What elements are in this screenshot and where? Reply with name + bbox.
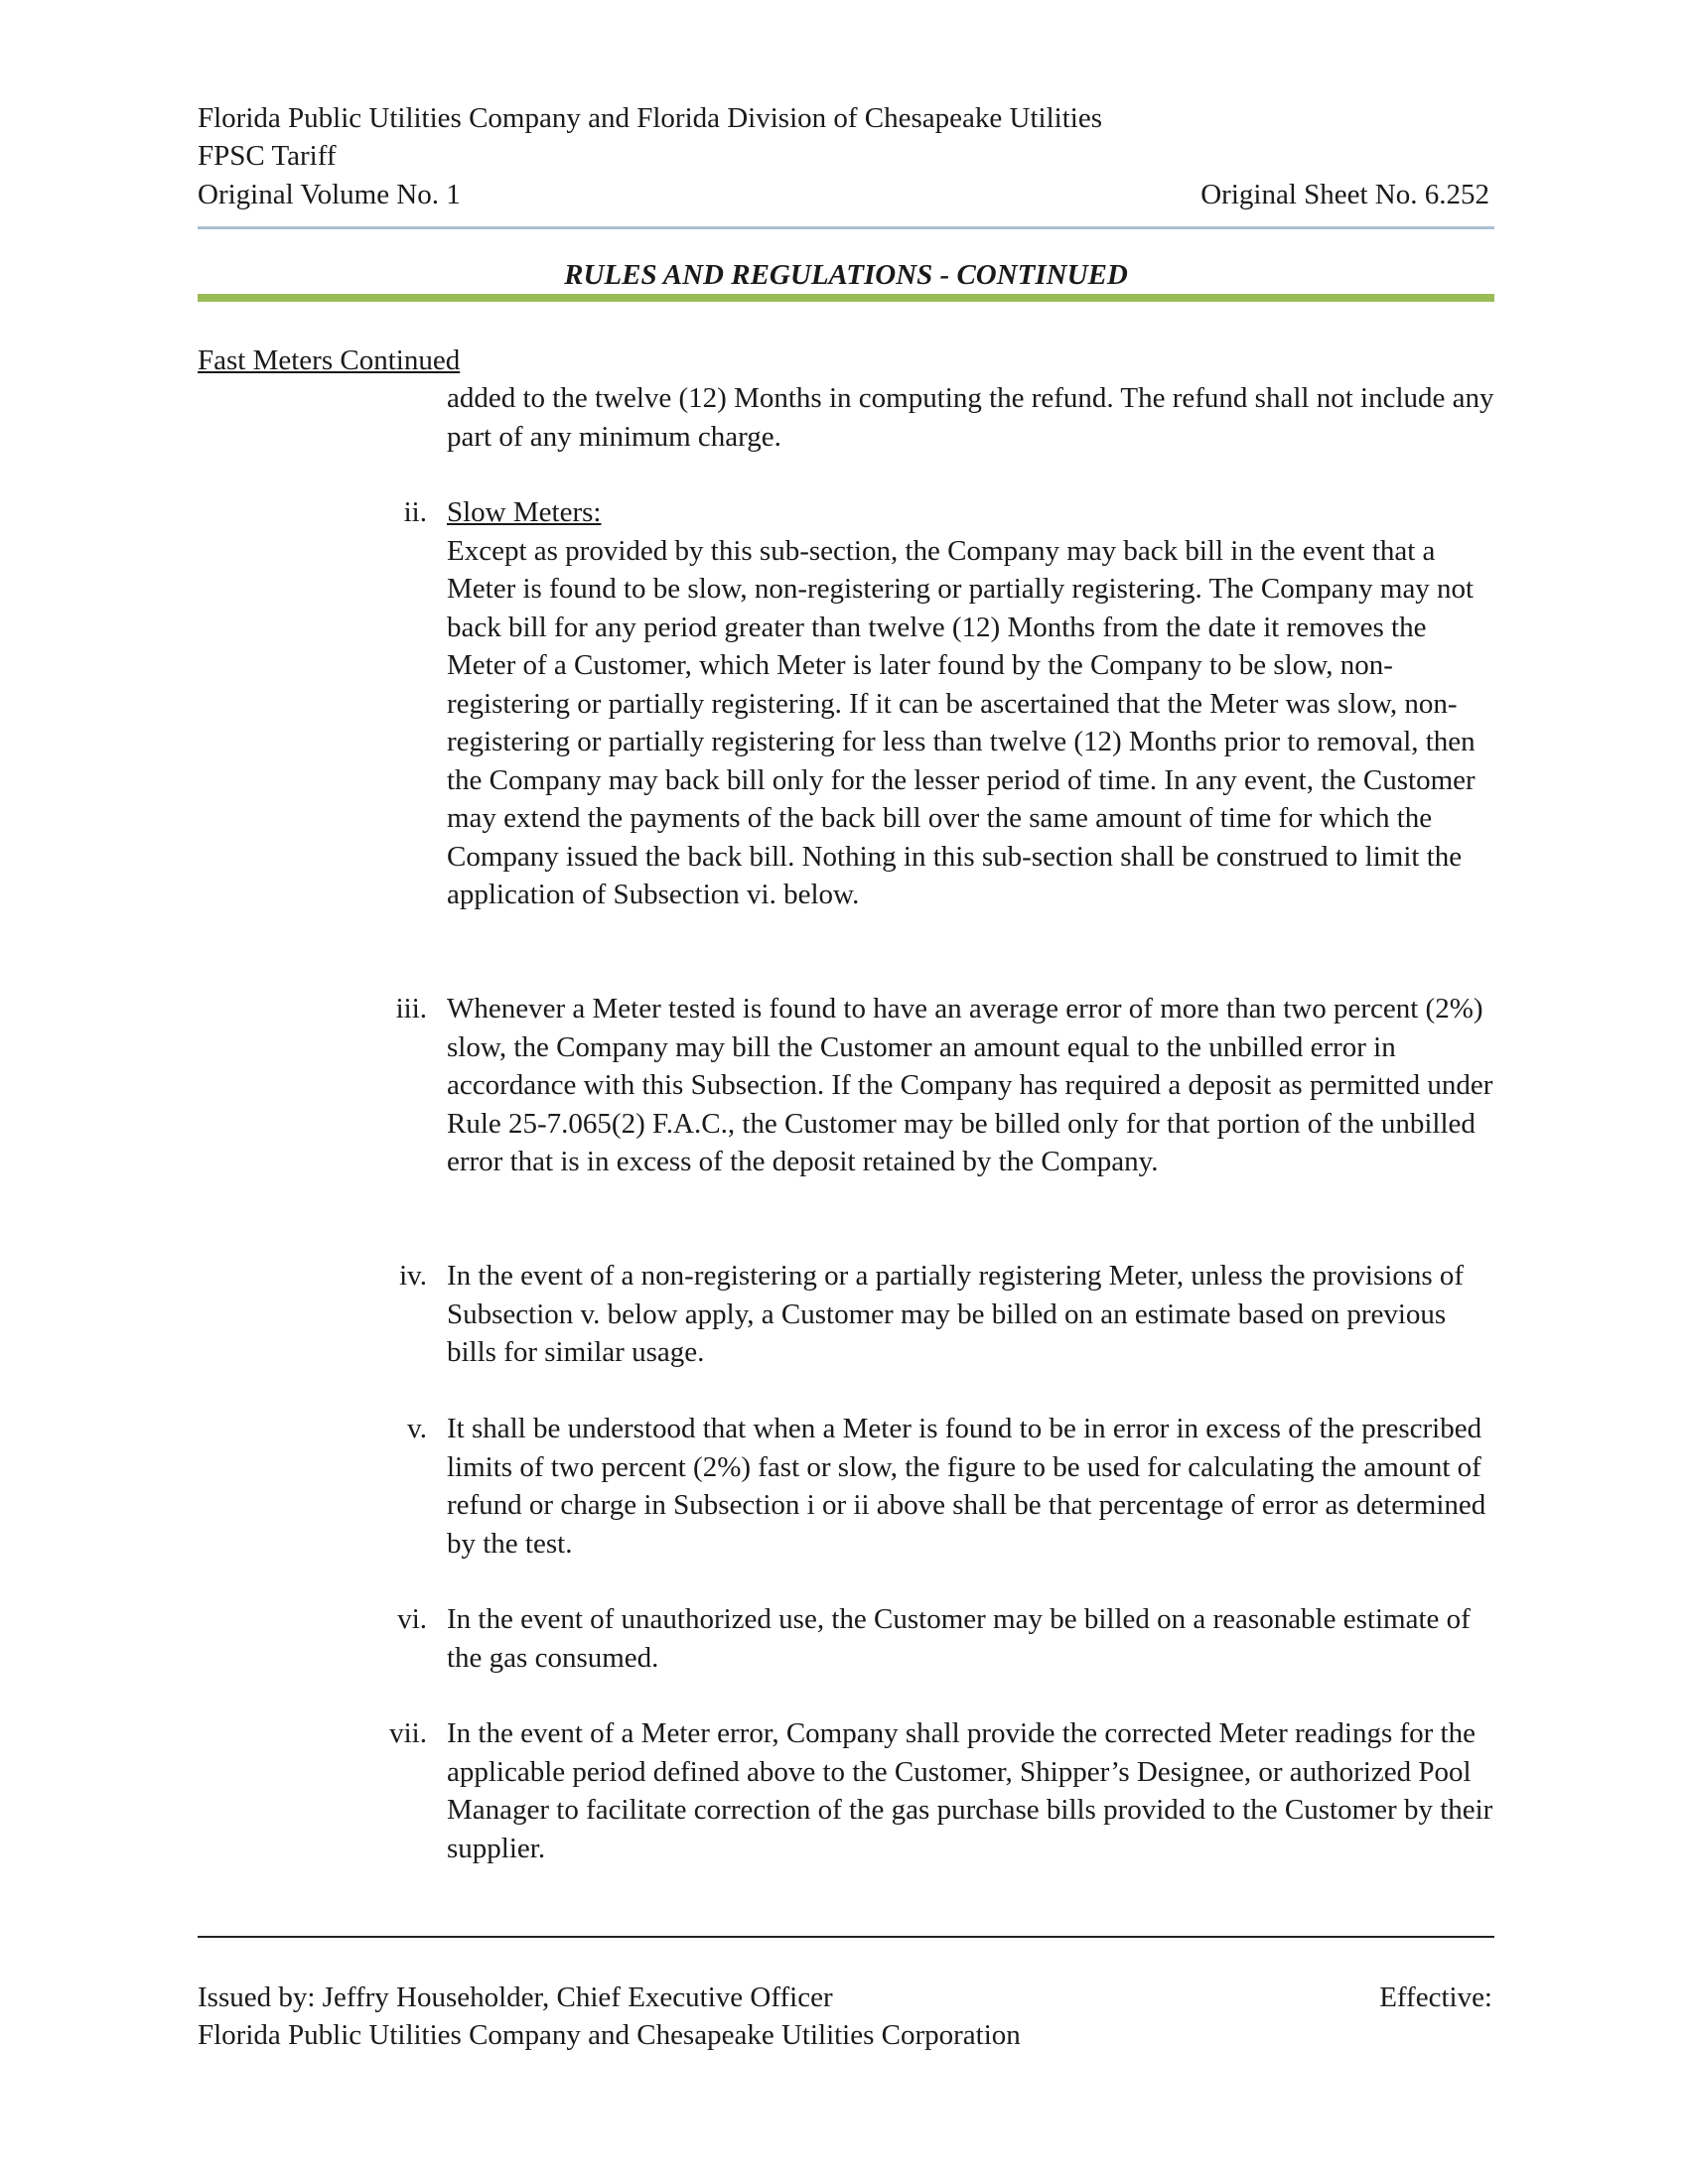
- footer-companies: Florida Public Utilities Company and Chesapeake Utilities Corporation: [198, 2019, 1021, 2051]
- section-title: RULES AND REGULATIONS - CONTINUED: [564, 259, 1128, 291]
- footer-effective: Effective:: [1379, 1981, 1492, 2013]
- item-number: vii.: [389, 1717, 427, 1749]
- subheading: Fast Meters Continued: [198, 344, 461, 376]
- section-divider: [198, 294, 1494, 302]
- item-text: In the event of a Meter error, Company shall provide the corrected Meter readings for the applicable period defined above to the Customer, Shipper’s Designee, or authorized Pool Manager to facilitate correction of the gas purchase bills provided to the Customer by their supplier.: [447, 1717, 1493, 1864]
- header-tariff: FPSC Tariff: [198, 140, 337, 172]
- header-divider: [198, 226, 1494, 229]
- item-number: iii.: [395, 993, 427, 1024]
- item-number: ii.: [403, 496, 427, 528]
- item-number: vi.: [397, 1603, 427, 1635]
- item-text: Except as provided by this sub-section, the Company may back bill in the event that a Meter is found to be slow, non-registering or partially registering. The Company may not back bill for any period greater than twelve (12) Months from the date it removes the Meter of a Customer, which Meter is later found by the Company to be slow, non-registering or partially registering. If it can be ascertained that the Meter was slow, non-registering or partially registering for less than twelve (12) Months prior to removal, then the Company may back bill only for the lesser period of time. In any event, the Customer may extend the payments of the back bill over the same amount of time for which the Company issued the back bill. Nothing in this sub-section shall be construed to limit the application of Subsection vi. below.: [447, 534, 1476, 910]
- item-text: In the event of unauthorized use, the Customer may be billed on a reasonable estimate of the gas consumed.: [447, 1603, 1471, 1674]
- item-text: In the event of a non-registering or a partially registering Meter, unless the provisions of Subsection v. below apply, a Customer may be billed on an estimate based on previous bills for similar usage.: [447, 1260, 1465, 1368]
- item-number: iv.: [399, 1260, 427, 1292]
- footer-divider: [198, 1936, 1494, 1938]
- item-number: v.: [407, 1413, 427, 1444]
- item-text: Whenever a Meter tested is found to have an average error of more than two percent (2%) slow, the Company may bill the Customer an amount equal to the unbilled error in accordance with this Subsection. If the Company has required a deposit as permitted under Rule 25-7.065(2) F.A.C., the Customer may be billed only for that portion of the unbilled error that is in excess of the deposit retained by the Company.: [447, 993, 1493, 1177]
- header-company: Florida Public Utilities Company and Florida Division of Chesapeake Utilities: [198, 102, 1102, 134]
- header-volume: Original Volume No. 1: [198, 179, 461, 210]
- footer-issued-by: Issued by: Jeffry Householder, Chief Executive Officer: [198, 1981, 833, 2013]
- continuation-paragraph: added to the twelve (12) Months in computing the refund. The refund shall not include any part of any minimum charge.: [447, 382, 1494, 453]
- header-sheet-number: Original Sheet No. 6.252: [1200, 179, 1489, 210]
- item-text: It shall be understood that when a Meter is found to be in error in excess of the prescribed limits of two percent (2%) fast or slow, the figure to be used for calculating the amount of refund or charge in Subsection i or ii above shall be that percentage of error as determined by the test.: [447, 1413, 1486, 1560]
- item-title: Slow Meters:: [447, 496, 602, 528]
